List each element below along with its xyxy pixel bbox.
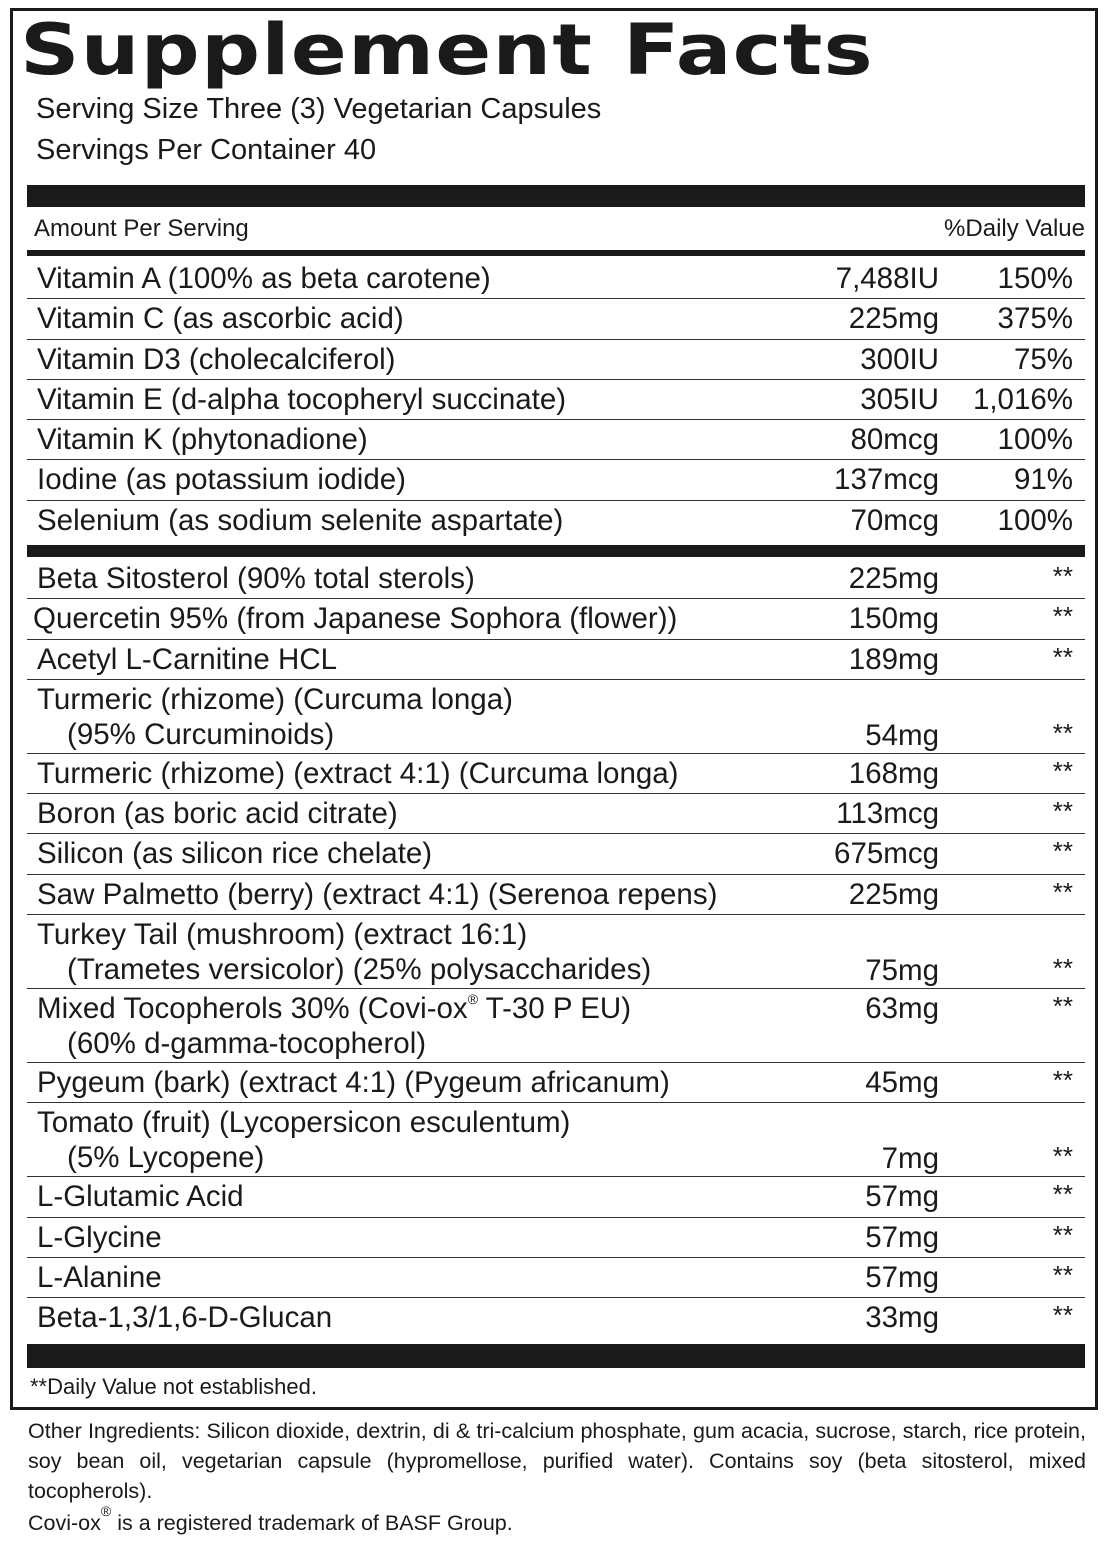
nutrient-amount: 300IU	[860, 342, 939, 376]
ingredient-amount: 54mg	[865, 718, 939, 752]
trademark-brand: Covi-ox	[28, 1511, 101, 1535]
nutrient-name: Vitamin C (as ascorbic acid)	[37, 302, 404, 336]
ingredient-amount: 225mg	[848, 562, 939, 595]
ingredient-row	[27, 1177, 1085, 1217]
ingredient-row	[27, 754, 1085, 794]
ingredient-name-line1: Turkey Tail (mushroom) (extract 16:1)	[37, 918, 528, 952]
serving-size: Serving Size Three (3) Vegetarian Capsules	[36, 93, 602, 125]
ingredient-row	[27, 1298, 1085, 1338]
ingredient-name: L-Glutamic Acid	[37, 1180, 244, 1214]
ingredient-row	[27, 640, 1085, 680]
registered-mark: ®	[100, 1503, 112, 1519]
ingredient-name	[37, 1105, 570, 1175]
ingredient-row	[27, 1063, 1085, 1103]
nutrient-amount: 80mcg	[850, 423, 939, 457]
ingredient-amount: 113mcg	[836, 797, 939, 831]
ingredient-row	[27, 794, 1085, 834]
ingredient-daily-value: **	[1052, 953, 1073, 984]
ingredient-amount: 33mg	[865, 1301, 939, 1335]
nutrient-daily-value: 150%	[997, 262, 1073, 295]
nutrient-name: Vitamin K (phytonadione)	[37, 423, 368, 457]
nutrient-row	[27, 380, 1085, 420]
ingredient-name-line1: Tomato (fruit) (Lycopersicon esculentum)	[37, 1106, 571, 1140]
ingredient-daily-value: **	[1052, 1179, 1073, 1210]
ingredient-row	[27, 1258, 1085, 1298]
vitamins-section	[27, 259, 1085, 541]
ingredient-row	[27, 559, 1085, 599]
ingredient-name-line2: (5% Lycopene)	[67, 1141, 265, 1175]
ingredient-amount: 57mg	[865, 1220, 939, 1254]
ingredient-amount: 150mg	[848, 602, 939, 636]
other-ingredients: Other Ingredients: Silicon dioxide, dextrin, di & tri-calcium phosphate, gum acacia, sucrose, starch, rice protein, soy bean oil, vegetarian capsule (hypromellose, purified water). Contains soy (beta sitosterol, mixed tocopherols).	[28, 1419, 1086, 1503]
ingredient-daily-value: **	[1052, 1065, 1073, 1096]
ingredient-row	[27, 1218, 1085, 1258]
ingredient-daily-value: **	[1052, 601, 1073, 632]
thick-divider-middle	[27, 545, 1085, 557]
nutrient-name: Vitamin D3 (cholecalciferol)	[37, 342, 396, 376]
nutrient-name: Vitamin A (100% as beta carotene)	[37, 262, 491, 295]
servings-per-container: Servings Per Container 40	[36, 134, 377, 166]
ingredient-name: Beta-1,3/1,6-D-Glucan	[37, 1301, 333, 1335]
nutrient-daily-value: 1,016%	[972, 382, 1073, 416]
column-header	[34, 208, 1085, 250]
ingredient-daily-value: **	[1052, 1300, 1073, 1331]
ingredient-daily-value: **	[1052, 836, 1073, 867]
trademark-text: is a registered trademark of BASF Group.	[111, 1511, 513, 1535]
ingredient-name	[37, 682, 513, 752]
registered-mark: ®	[467, 991, 479, 1008]
daily-value-footnote: **Daily Value not established.	[30, 1374, 317, 1399]
ingredient-daily-value: **	[1052, 561, 1073, 591]
ingredient-name: Acetyl L-Carnitine HCL	[37, 642, 338, 676]
ingredient-row	[27, 834, 1085, 874]
ingredient-row	[27, 599, 1085, 639]
nutrient-amount: 70mcg	[850, 503, 939, 537]
thick-divider-bottom	[27, 1344, 1085, 1368]
ingredient-name: Boron (as boric acid citrate)	[37, 797, 398, 831]
ingredient-name: Saw Palmetto (berry) (extract 4:1) (Serenoa repens)	[37, 877, 718, 911]
ingredient-name-line2: (95% Curcuminoids)	[67, 717, 335, 751]
ingredient-name-line1: Turmeric (rhizome) (Curcuma longa)	[37, 682, 513, 716]
ingredient-daily-value: **	[1052, 876, 1073, 907]
panel-title: Supplement Facts	[20, 9, 874, 91]
ingredient-amount: 675mcg	[834, 837, 939, 871]
ingredient-name-line2: (60% d-gamma-tocopherol)	[67, 1027, 427, 1061]
ingredient-name	[37, 991, 631, 1061]
ingredient-daily-value: **	[1052, 796, 1073, 827]
ingredient-amount: 57mg	[865, 1180, 939, 1214]
nutrient-amount: 305IU	[860, 382, 939, 416]
nutrient-amount: 137mcg	[834, 463, 939, 497]
ingredient-row	[27, 680, 1085, 754]
nutrient-row	[27, 460, 1085, 500]
ingredient-daily-value: **	[1052, 1259, 1073, 1290]
nutrient-daily-value: 91%	[1013, 463, 1073, 497]
ingredient-amount: 75mg	[865, 954, 939, 988]
ingredient-daily-value: **	[1052, 717, 1073, 748]
ingredient-name: Silicon (as silicon rice chelate)	[37, 837, 433, 871]
ingredient-row	[27, 875, 1085, 915]
ingredient-row	[27, 1103, 1085, 1177]
ingredients-section	[27, 559, 1085, 1339]
medium-divider	[27, 250, 1085, 256]
nutrient-amount: 7,488IU	[835, 262, 939, 295]
ingredient-amount: 225mg	[848, 877, 939, 911]
ingredient-amount: 189mg	[848, 642, 939, 676]
nutrient-daily-value: 100%	[997, 423, 1073, 457]
ingredient-name: Quercetin 95% (from Japanese Sophora (flower))	[33, 602, 678, 636]
nutrient-name: Vitamin E (d-alpha tocopheryl succinate)	[37, 382, 567, 416]
nutrient-row	[27, 340, 1085, 380]
ingredient-name: Turmeric (rhizome) (extract 4:1) (Curcuma longa)	[37, 756, 679, 790]
ingredient-amount: 57mg	[865, 1260, 939, 1294]
ingredient-amount: 168mg	[848, 756, 939, 790]
ingredient-row	[27, 915, 1085, 989]
ingredient-name: L-Glycine	[37, 1220, 162, 1254]
nutrient-row	[27, 501, 1085, 541]
ingredient-name-line1: Mixed Tocopherols 30% (Covi-ox® T-30 P EU)	[37, 991, 632, 1026]
ingredient-daily-value: **	[1052, 991, 1073, 1022]
ingredient-daily-value: **	[1052, 1219, 1073, 1250]
nutrient-daily-value: 375%	[997, 302, 1073, 336]
nutrient-amount: 225mg	[848, 302, 939, 336]
nutrient-row	[27, 420, 1085, 460]
nutrient-row	[27, 299, 1085, 339]
ingredient-daily-value: **	[1052, 641, 1073, 672]
nutrient-row	[27, 259, 1085, 299]
ingredient-amount: 45mg	[865, 1066, 939, 1100]
ingredient-name: L-Alanine	[37, 1260, 162, 1294]
nutrient-name: Iodine (as potassium iodide)	[37, 463, 406, 497]
ingredient-daily-value: **	[1052, 1141, 1073, 1172]
ingredient-name	[37, 917, 651, 987]
ingredient-name: Beta Sitosterol (90% total sterols)	[37, 562, 475, 595]
amount-per-serving-label: Amount Per Serving	[34, 215, 249, 242]
daily-value-label: %Daily Value	[944, 215, 1085, 242]
ingredient-daily-value: **	[1052, 755, 1073, 786]
ingredient-amount: 7mg	[881, 1142, 939, 1176]
nutrient-daily-value: 100%	[997, 503, 1073, 537]
ingredient-name: Pygeum (bark) (extract 4:1) (Pygeum africanum)	[37, 1066, 670, 1100]
ingredient-name-line2: (Trametes versicolor) (25% polysaccharides)	[67, 953, 652, 987]
nutrient-name: Selenium (as sodium selenite aspartate)	[37, 503, 564, 537]
nutrient-daily-value: 75%	[1013, 342, 1073, 376]
thick-divider-top	[27, 185, 1085, 207]
trademark-notice	[28, 1503, 513, 1538]
ingredient-amount: 63mg	[865, 992, 939, 1026]
ingredient-row	[27, 989, 1085, 1063]
